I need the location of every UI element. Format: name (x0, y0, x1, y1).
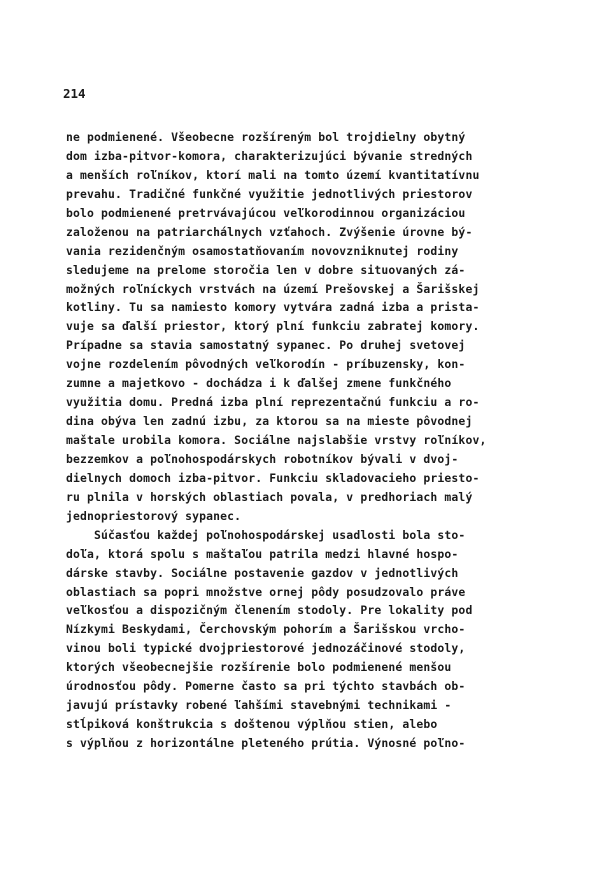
text-line: vinou boli typické dvojpriestorové jednozáčinové stodoly, (66, 641, 466, 656)
body-text (66, 128, 566, 753)
text-line: vania rezidenčným osamostatňovaním novovzniknutej rodiny (66, 243, 459, 258)
text-line: vuje sa ďalší priestor, ktorý plní funkciu zabratej komory. (66, 319, 480, 334)
text-line: s výplňou z horizontálne pleteného prútia. Výnosné poľno- (66, 736, 466, 750)
text-line: javujú prístavky robené ľahšími stavebnými technikami - (66, 698, 452, 713)
text-line: ne podmienené. Všeobecne rozšíreným bol trojdielny obytný (66, 130, 466, 144)
text-line: zumne a majetkovo - dochádza i k ďalšej zmene funkčného (66, 376, 452, 391)
text-line: využitia domu. Predná izba plní reprezentačnú funkciu a ro- (66, 395, 480, 410)
text-line: bezzemkov a poľnohospodárskych robotníkov bývali v dvoj- (66, 451, 459, 466)
text-line: veľkosťou a dispozičným členením stodoly. Pre lokality pod (66, 603, 473, 618)
text-line: bolo podmienené pretrvávajúcou veľkorodinnou organizáciou (66, 205, 466, 220)
text-line: dom izba-pitvor-komora, charakterizujúci bývanie stredných (66, 148, 473, 163)
text-line: ktorých všeobecnejšie rozšírenie bolo podmienené menšou (66, 660, 452, 675)
text-line: vojne rozdelením pôvodných veľkorodín - príbuzensky, kon- (66, 357, 466, 372)
text-line: maštale urobila komora. Sociálne najslabšie vrstvy roľníkov, (66, 433, 487, 447)
text-line: prevahu. Tradičné funkčné využitie jednotlivých priestorov (66, 186, 473, 201)
text-line: založenou na patriarchálnych vzťahoch. Zvýšenie úrovne bý- (66, 224, 473, 239)
text-line: dielnych domoch izba-pitvor. Funkciu skladovacieho priesto- (66, 470, 480, 485)
text-line: možných roľníckych vrstvách na území Prešovskej a Šarišskej (66, 281, 480, 296)
text-line: oblastiach sa popri množstve ornej pôdy posudzovalo práve (66, 584, 466, 599)
text-line: Prípadne sa stavia samostatný sypanec. Po druhej svetovej (66, 338, 466, 353)
page-number: 214 (63, 86, 86, 101)
text-line: dina obýva len zadnú izbu, za ktorou sa na mieste pôvodnej (66, 414, 473, 429)
text-line: dárske stavby. Sociálne postavenie gazdov v jednotlivých (66, 565, 459, 580)
text-line: kotliny. Tu sa namiesto komory vytvára zadná izba a prista- (66, 300, 480, 315)
text-line: stĺpiková konštrukcia s doštenou výplňou stien, alebo (66, 717, 438, 732)
text-line: sledujeme na prelome storočia len v dobre situovaných zá- (66, 262, 466, 277)
text-line: úrodnosťou pôdy. Pomerne často sa pri týchto stavbách ob- (66, 679, 466, 694)
text-line: Súčasťou každej poľnohospodárskej usadlosti bola sto- (66, 527, 466, 542)
text-line: ru plnila v horských oblastiach povala, v predhoriach malý (66, 489, 473, 504)
text-line: jednopriestorový sypanec. (66, 508, 242, 523)
text-line: doľa, ktorá spolu s maštaľou patrila medzi hlavné hospo- (66, 546, 459, 561)
text-line: a menších roľníkov, ktorí mali na tomto území kvantitatívnu (66, 167, 480, 182)
text-line: Nízkymi Beskydami, Čerchovským pohorím a Šarišskou vrcho- (66, 622, 466, 637)
